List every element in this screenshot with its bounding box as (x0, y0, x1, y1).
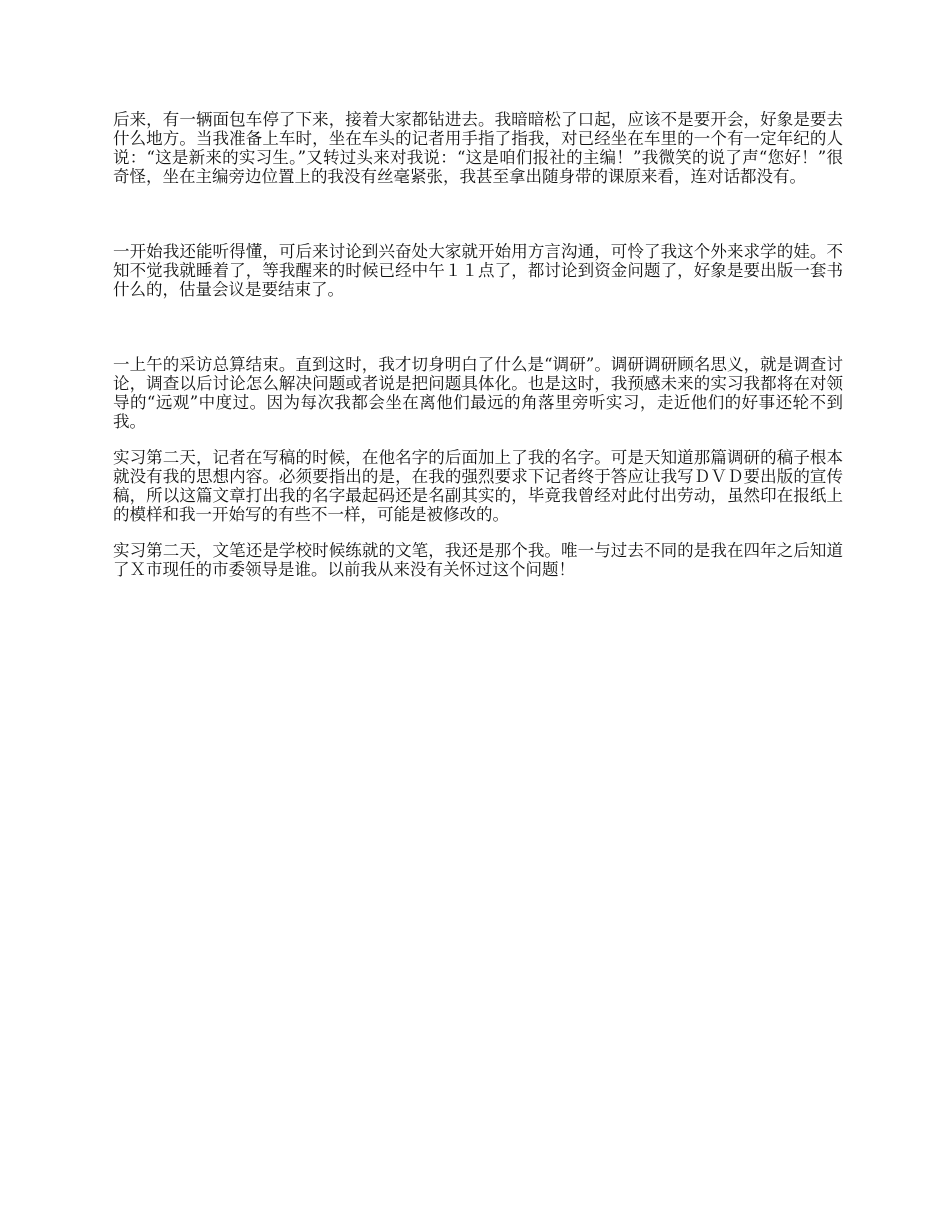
paragraph-3: 一上午的采访总算结束。直到这时，我才切身明白了什么是“调研”。调研调研顾名思义，就是调查讨论，调查以后讨论怎么解决问题或者说是把问题具体化。也是这时，我预感未来的实习我都将在对领导的“远观”中度过。因为每次我都会坐在离他们最远的角落里旁听实习，走近他们的好事还轮不到我。 (113, 355, 843, 431)
paragraph-1: 后来，有一辆面包车停了下来，接着大家都钻进去。我暗暗松了口起，应该不是要开会，好象是要去什么地方。当我准备上车时，坐在车头的记者用手指了指我，对已经坐在车里的一个有一定年纪的人说：“这是新来的实习生。”又转过头来对我说：“这是咱们报社的主编！”我微笑的说了声“您好！”很奇怪，坐在主编旁边位置上的我没有丝毫紧张，我甚至拿出随身带的课原来看，连对话都没有。 (113, 110, 843, 186)
paragraph-2: 一开始我还能听得懂，可后来讨论到兴奋处大家就开始用方言沟通，可怜了我这个外来求学的娃。不知不觉我就睡着了，等我醒来的时候已经中午１１点了，都讨论到资金问题了，好象是要出版一套书什么的，估量会议是要结束了。 (113, 242, 843, 299)
paragraph-5: 实习第二天，文笔还是学校时候练就的文笔，我还是那个我。唯一与过去不同的是我在四年之后知道了Ｘ市现任的市委领导是谁。以前我从来没有关怀过这个问题！ (113, 541, 843, 579)
paragraph-4: 实习第二天，记者在写稿的时候，在他名字的后面加上了我的名字。可是天知道那篇调研的稿子根本就没有我的思想内容。必须要指出的是，在我的强烈要求下记者终于答应让我写ＤＶＤ要出版的宣传稿，所以这篇文章打出我的名字最起码还是名副其实的，毕竟我曾经对此付出劳动，虽然印在报纸上的模样和我一开始写的有些不一样，可能是被修改的。 (113, 448, 843, 524)
document-body (113, 110, 843, 579)
